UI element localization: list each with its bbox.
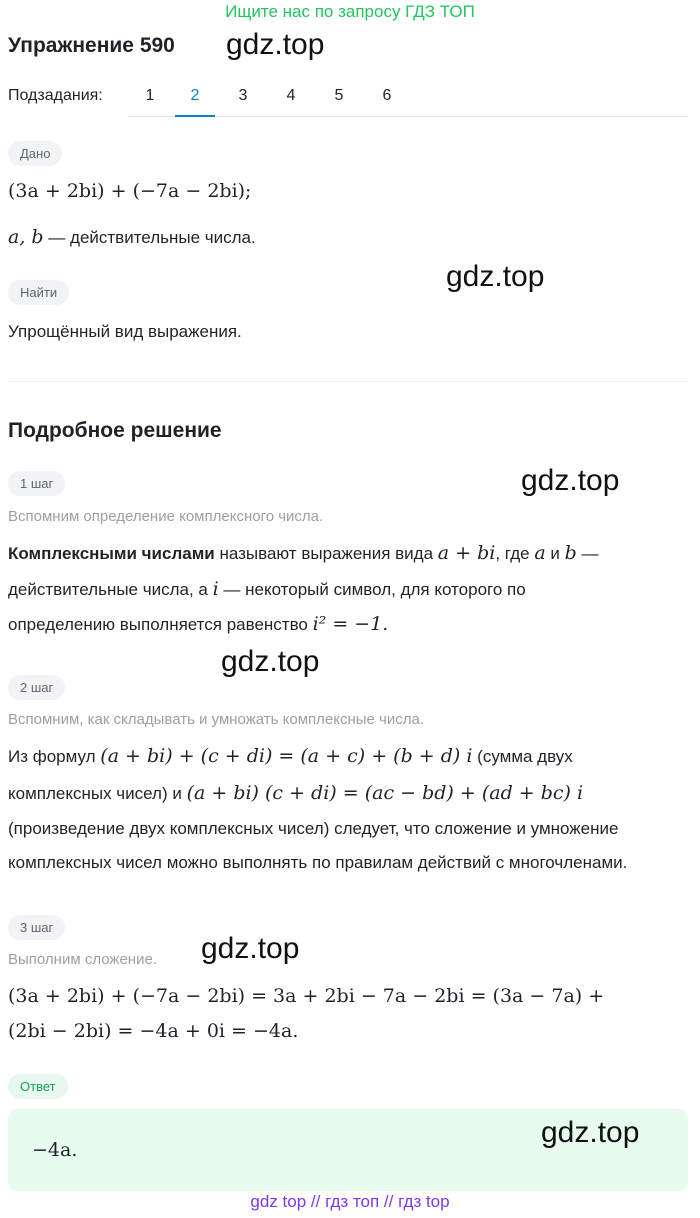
tab-6[interactable]: 6 (382, 87, 392, 104)
find-badge: Найти (8, 280, 69, 305)
step-1-math: i (212, 578, 219, 600)
subtasks-tabs (128, 76, 688, 117)
step-1-text: , где (495, 544, 535, 563)
tab-3[interactable]: 3 (238, 87, 248, 104)
footer-links[interactable]: gdz top // гдз топ // гдз top (250, 1192, 450, 1211)
step-2-math: (a + bi) (c + di) = (ac − bd) + (ad + bc) i (186, 782, 584, 804)
given-vars-line (8, 225, 256, 250)
find-text: Упрощённый вид выражения. (8, 322, 242, 341)
step-1-math: a (534, 542, 546, 564)
step-3-hint: Выполним сложение. (8, 951, 157, 968)
step-1-text: — (576, 544, 599, 563)
subtasks-label: Подзадания: (8, 87, 103, 104)
step-2-text: Из формул (8, 747, 101, 766)
step-1-math: a + bi (437, 542, 496, 564)
step-1-math: b (564, 542, 577, 564)
step-1-text: и (545, 544, 565, 563)
answer-value: −4a. (32, 1139, 78, 1161)
active-tab-underline (175, 115, 215, 117)
step-1-math: i² = −1. (312, 613, 389, 635)
step-1-term: Комплексными числами (8, 544, 215, 563)
step-1-text: — некоторый символ, для которого по (218, 580, 526, 599)
step-1-line-2 (8, 577, 526, 602)
step-2-math: (a + bi) + (c + di) = (a + c) + (b + d) i (100, 745, 473, 767)
step-3-badge: 3 шаг (8, 915, 65, 940)
step-1-text: называют выражения вида (214, 544, 438, 563)
watermark: gdz.top (226, 28, 325, 61)
given-badge: Дано (8, 141, 62, 166)
watermark: gdz.top (521, 464, 620, 497)
step-2-line-4: комплексных чисел можно выполнять по правилам действий с многочленами. (8, 853, 628, 872)
step-2-hint: Вспомним, как складывать и умножать комплексные числа. (8, 711, 424, 728)
step-1-line-3 (8, 612, 388, 637)
step-1-badge: 1 шаг (8, 471, 65, 496)
answer-badge: Ответ (8, 1074, 68, 1099)
watermark: gdz.top (201, 932, 300, 965)
top-banner: Ищите нас по запросу ГДЗ ТОП (225, 2, 475, 21)
step-2-line-3: (произведение двух комплексных чисел) следует, что сложение и умножение (8, 819, 619, 838)
step-2-line-1 (8, 744, 573, 769)
step-3-line-2: (2bi − 2bi) = −4a + 0i = −4a. (8, 1020, 299, 1042)
step-1-text: определению выполняется равенство (8, 615, 313, 634)
tab-4[interactable]: 4 (286, 87, 296, 104)
step-3-line-1: (3a + 2bi) + (−7a − 2bi) = 3a + 2bi − 7a − 2bi = (3a − 7a) + (8, 985, 605, 1007)
step-2-text: комплексных чисел) и (8, 784, 187, 803)
watermark: gdz.top (541, 1116, 640, 1149)
tab-1[interactable]: 1 (145, 87, 155, 104)
given-expression: (3a + 2bi) + (−7a − 2bi); (8, 180, 252, 202)
watermark: gdz.top (221, 645, 320, 678)
section-divider (8, 381, 688, 382)
step-2-badge: 2 шаг (8, 675, 65, 700)
given-vars: a, b (8, 226, 44, 248)
solution-title: Подробное решение (8, 419, 222, 442)
tab-5[interactable]: 5 (334, 87, 344, 104)
tab-2[interactable]: 2 (190, 87, 200, 104)
given-vars-text: — действительные числа. (43, 228, 256, 247)
step-1-line-1 (8, 541, 599, 566)
step-1-hint: Вспомним определение комплексного числа. (8, 508, 324, 525)
step-2-text: (сумма двух (472, 747, 573, 766)
watermark: gdz.top (446, 260, 545, 293)
step-1-text: действительные числа, а (8, 580, 213, 599)
step-2-line-2 (8, 781, 583, 806)
page-title: Упражнение 590 (8, 34, 175, 57)
